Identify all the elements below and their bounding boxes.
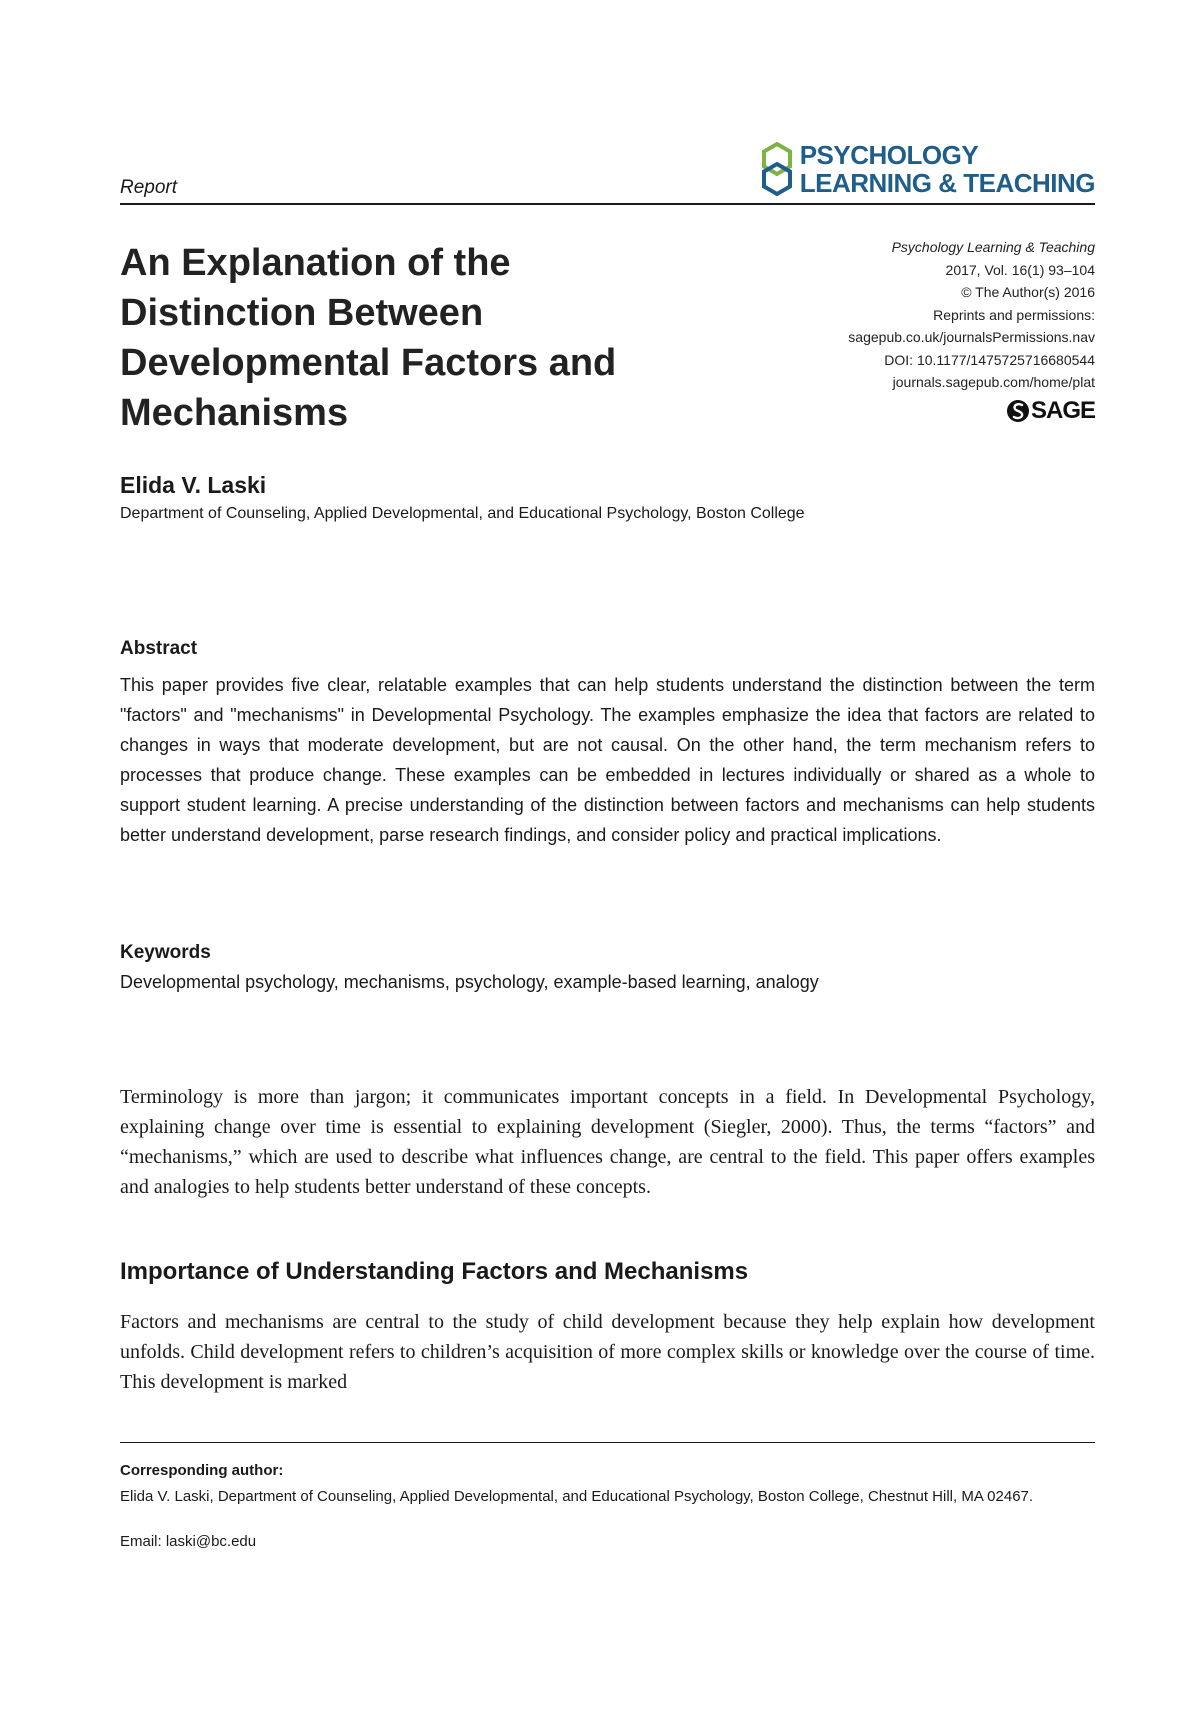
- abstract-heading: Abstract: [120, 638, 198, 659]
- article-type-label: Report: [120, 177, 178, 198]
- copyright: © The Author(s) 2016: [961, 284, 1095, 300]
- keywords-text: Developmental psychology, mechanisms, psychology, example-based learning, analogy: [120, 972, 819, 992]
- journal-logo-line1: PSYCHOLOGY: [799, 140, 979, 170]
- journal-logo-line2: LEARNING & TEACHING: [799, 168, 1095, 198]
- author-affiliation: Department of Counseling, Applied Developmental, and Educational Psychology, Boston College: [120, 505, 805, 522]
- page-header: [120, 135, 1095, 203]
- keywords-heading: Keywords: [120, 942, 211, 963]
- publisher-logo: [1006, 397, 1095, 425]
- body-paragraph: Terminology is more than jargon; it communicates important concepts in a field. In Developmental Psychology, explaining change over time is essential to explaining development (Siegler, 2000). Thus, the terms “factors” and “mechanisms,” which are used to describe what influences change, are central to the field. This paper offers examples and analogies to help students better understand of these concepts.: [120, 1086, 1095, 1198]
- journal-link[interactable]: journals.sagepub.com/home/plat: [892, 374, 1095, 390]
- section-heading: Importance of Understanding Factors and Mechanisms: [120, 1258, 749, 1285]
- corresponding-author-heading: Corresponding author:: [120, 1462, 284, 1479]
- publisher-logo-text: SAGE: [1030, 397, 1095, 424]
- header-rule: [120, 203, 1095, 205]
- hexagon-logo-icon: [760, 142, 794, 196]
- article-title: An Explanation of the Distinction Between Developmental Factors and Mechanisms: [120, 242, 617, 434]
- corresponding-author-address: Elida V. Laski, Department of Counseling, Applied Developmental, and Educational Psychology, Boston College, Chestnut Hill, MA 02467.: [120, 1488, 1034, 1505]
- reprints-label: Reprints and permissions:: [933, 306, 1095, 323]
- abstract-text: This paper provides five clear, relatable examples that can help students understand the distinction between the term "factors" and "mechanisms" in Developmental Psychology. The examples emphasize the idea that factors are related to changes in ways that moderate development, but are not causal. On the other hand, the term mechanism refers to processes that produce change. These examples can be embedded in lectures individually or shared as a whole to support student learning. A precise understanding of the distinction between factors and mechanisms can help students better understand development, parse research findings, and consider policy and practical implications.: [120, 675, 1095, 845]
- journal-name: Psychology Learning & Teaching: [891, 239, 1095, 255]
- body-paragraph: Factors and mechanisms are central to the study of child development because they help explain how development unfolds. Child development refers to children’s acquisition of more complex skills or knowledge over the course of time. This development is marked: [120, 1311, 1095, 1393]
- volume-info: 2017, Vol. 16(1) 93–104: [945, 261, 1095, 278]
- permissions-link[interactable]: sagepub.co.uk/journalsPermissions.nav: [848, 329, 1095, 345]
- corresponding-author-email[interactable]: Email: laski@bc.edu: [120, 1533, 257, 1550]
- author-name: Elida V. Laski: [120, 472, 267, 498]
- sage-logo-icon: [1006, 397, 1030, 425]
- article-metadata: [775, 236, 1095, 394]
- doi[interactable]: DOI: 10.1177/1475725716680544: [884, 351, 1095, 368]
- footnote-rule: [120, 1442, 1095, 1443]
- journal-logo: [760, 141, 1095, 197]
